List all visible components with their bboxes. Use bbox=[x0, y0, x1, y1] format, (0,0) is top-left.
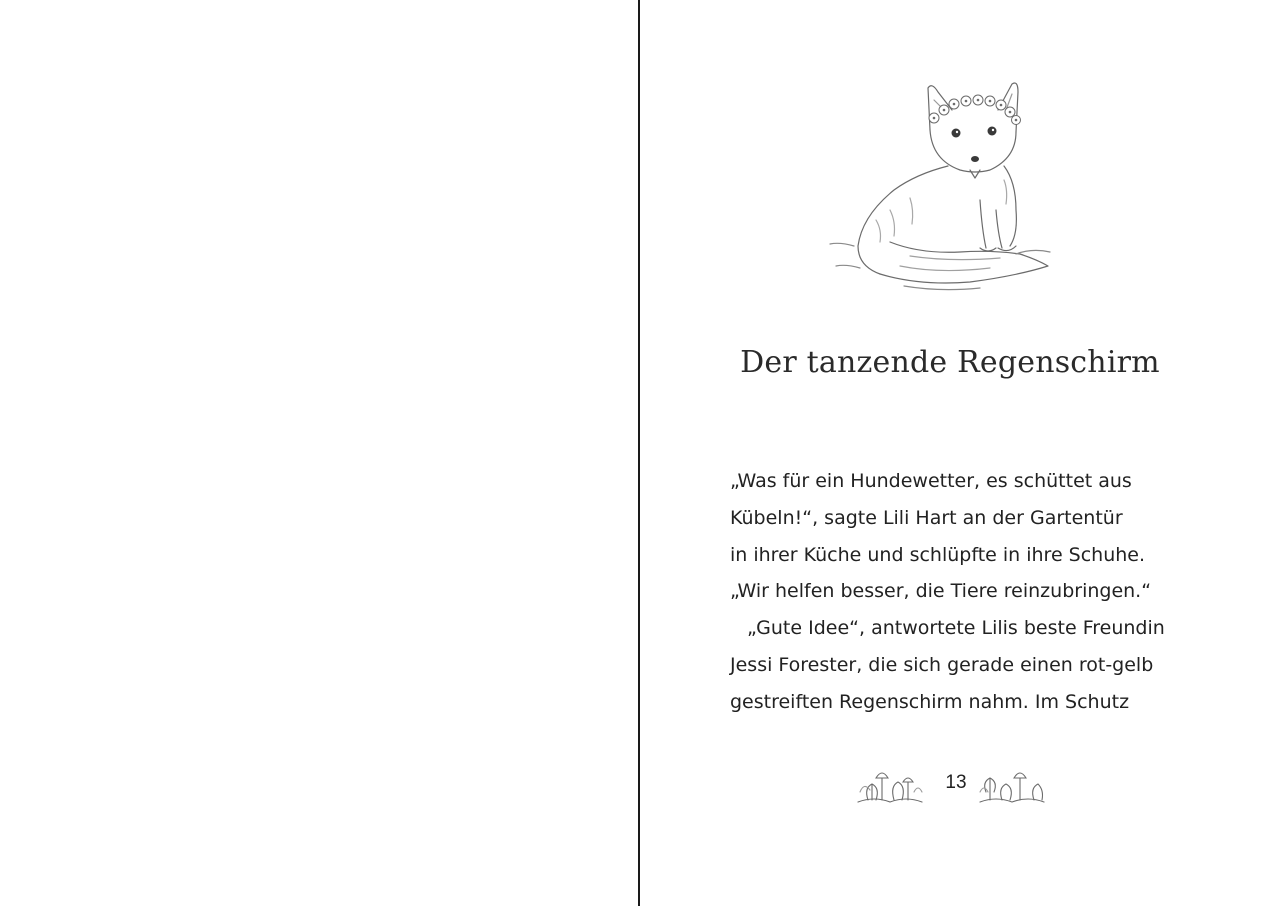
text-line: in ihrer Küche und schlüpfte in ihre Schuhe. bbox=[730, 543, 1146, 566]
text-line: Jessi Forester, die sich gerade einen rot-gelb bbox=[730, 653, 1154, 676]
page-number: 13 bbox=[945, 772, 967, 793]
chapter-title: Der tanzende Regenschirm bbox=[740, 345, 1160, 380]
text-line: „Gute Idee“, antwortete Lilis beste Freundin bbox=[747, 617, 1165, 640]
text-line: „Was für ein Hundewetter, es schüttet aus bbox=[730, 470, 1132, 492]
text-line: Kübeln!“, sagte Lili Hart an der Gartentür bbox=[730, 506, 1123, 529]
mushroom-ornament-icon bbox=[854, 762, 924, 806]
left-page bbox=[0, 0, 638, 906]
fox-illustration-icon bbox=[820, 70, 1070, 300]
mushroom-ornament-icon bbox=[978, 762, 1048, 806]
right-page bbox=[640, 0, 1278, 906]
text-line: „Wir helfen besser, die Tiere reinzubringen.“ bbox=[730, 580, 1152, 603]
text-line: gestreiften Regenschirm nahm. Im Schutz bbox=[730, 690, 1130, 713]
page-footer bbox=[850, 760, 1050, 810]
body-text bbox=[730, 463, 1170, 721]
